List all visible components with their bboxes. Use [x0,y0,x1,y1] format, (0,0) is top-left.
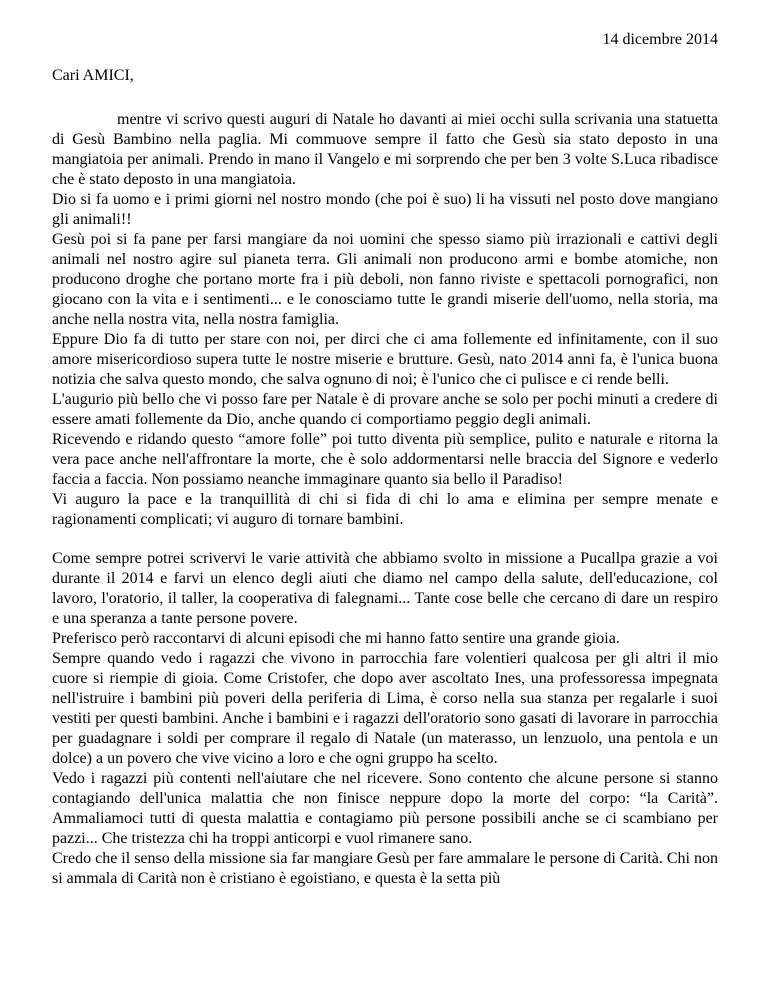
paragraph: Ricevendo e ridando questo “amore folle” poi tutto diventa più semplice, pulito e naturale e ritorna la vera pace anche nell'affrontare la morte, che è solo addormentarsi nelle braccia del Signore e vederlo faccia a faccia. Non possiamo neanche immaginare quanto sia bello il Paradiso! [52,431,718,488]
paragraph: Gesù poi si fa pane per farsi mangiare da noi uomini che spesso siamo più irrazionali e cattivi degli animali nel nostro agire sul pianeta terra. Gli animali non producono armi e bombe atomiche, non producono droghe che portano morte fra i più deboli, non fanno riviste e spettacoli pornografici, non giocano con la vita e i sentimenti... e le conosciamo tutte le grandi miserie dell'uomo, nella storia, ma anche nella nostra vita, nella nostra famiglia. [52,231,718,328]
letter-page [52,30,718,889]
paragraph: Preferisco però raccontarvi di alcuni episodi che mi hanno fatto sentire una grande gioia. [52,630,620,647]
paragraph-spacer [52,530,718,549]
letter-date: 14 dicembre 2014 [602,31,718,48]
paragraph: Sempre quando vedo i ragazzi che vivono in parrocchia fare volentieri qualcosa per gli altri il mio cuore si riempie di gioia. Come Cristofer, che dopo aver ascoltato Ines, una professoressa impegnata nell'istruire i bambini più poveri della periferia di Lima, è corso nella sua stanza per regalarle i suoi vestiti per questi bambini. Anche i bambini e i ragazzi dell'oratorio sono gasati di lavorare in parrocchia per guadagnare i soldi per comprare il regalo di Natale (un materasso, un lenzuolo, una pentola e un dolce) a un povero che vive vicino a loro e che ogni gruppo ha scelto. [52,650,718,767]
paragraph: Eppure Dio fa di tutto per stare con noi, per dirci che ci ama follemente ed infinitamente, con il suo amore misericordioso supera tutte le nostre miserie e brutture. Gesù, nato 2014 anni fa, è l'unica buona notizia che salva questo mondo, che salva ognuno di noi; è l'unico che ci pulisce e ci rende belli. [52,331,718,388]
paragraph: Vedo i ragazzi più contenti nell'aiutare che nel ricevere. Sono contento che alcune persone si stanno contagiando dell'unica malattia che non finisce neppure dopo la morte del corpo: “la Carità”. Ammaliamoci tutti di questa malattia e contagiamo più persone possibili anche se ci scambiano per pazzi... Che tristezza chi ha troppi anticorpi e vuol rimanere sano. [52,770,718,847]
paragraph: Dio si fa uomo e i primi giorni nel nostro mondo (che poi è suo) li ha vissuti nel posto dove mangiano gli animali!! [52,191,718,228]
paragraph: L'augurio più bello che vi posso fare per Natale è di provare anche se solo per pochi minuti a credere di essere amati follemente da Dio, anche quando ci comportiamo peggio degli animali. [52,391,718,428]
paragraph: Come sempre potrei scrivervi le varie attività che abbiamo svolto in missione a Pucallpa grazie a voi durante il 2014 e farvi un elenco degli aiuti che diamo nel campo della salute, dell'educazione, col lavoro, l'oratorio, il taller, la cooperativa di falegnami... Tante cose belle che cercano di dare un respiro e una speranza a tante persone povere. [52,550,718,627]
salutation: Cari AMICI, [52,67,134,84]
paragraph: mentre vi scrivo questi auguri di Natale ho davanti ai miei occhi sulla scrivania una statuetta di Gesù Bambino nella paglia. Mi commuove sempre il fatto che Gesù sia stato deposto in una mangiatoia per animali. Prendo in mano il Vangelo e mi sorprendo che per ben 3 volte S.Luca ribadisce che è stato deposto in una mangiatoia. [52,111,718,188]
paragraph: Credo che il senso della missione sia far mangiare Gesù per fare ammalare le persone di Carità. Chi non si ammala di Carità non è cristiano è egoistiano, e questa è la setta più [52,850,718,887]
paragraph: Vi auguro la pace e la tranquillità di chi si fida di chi lo ama e elimina per sempre menate e ragionamenti complicati; vi auguro di tornare bambini. [52,491,718,528]
